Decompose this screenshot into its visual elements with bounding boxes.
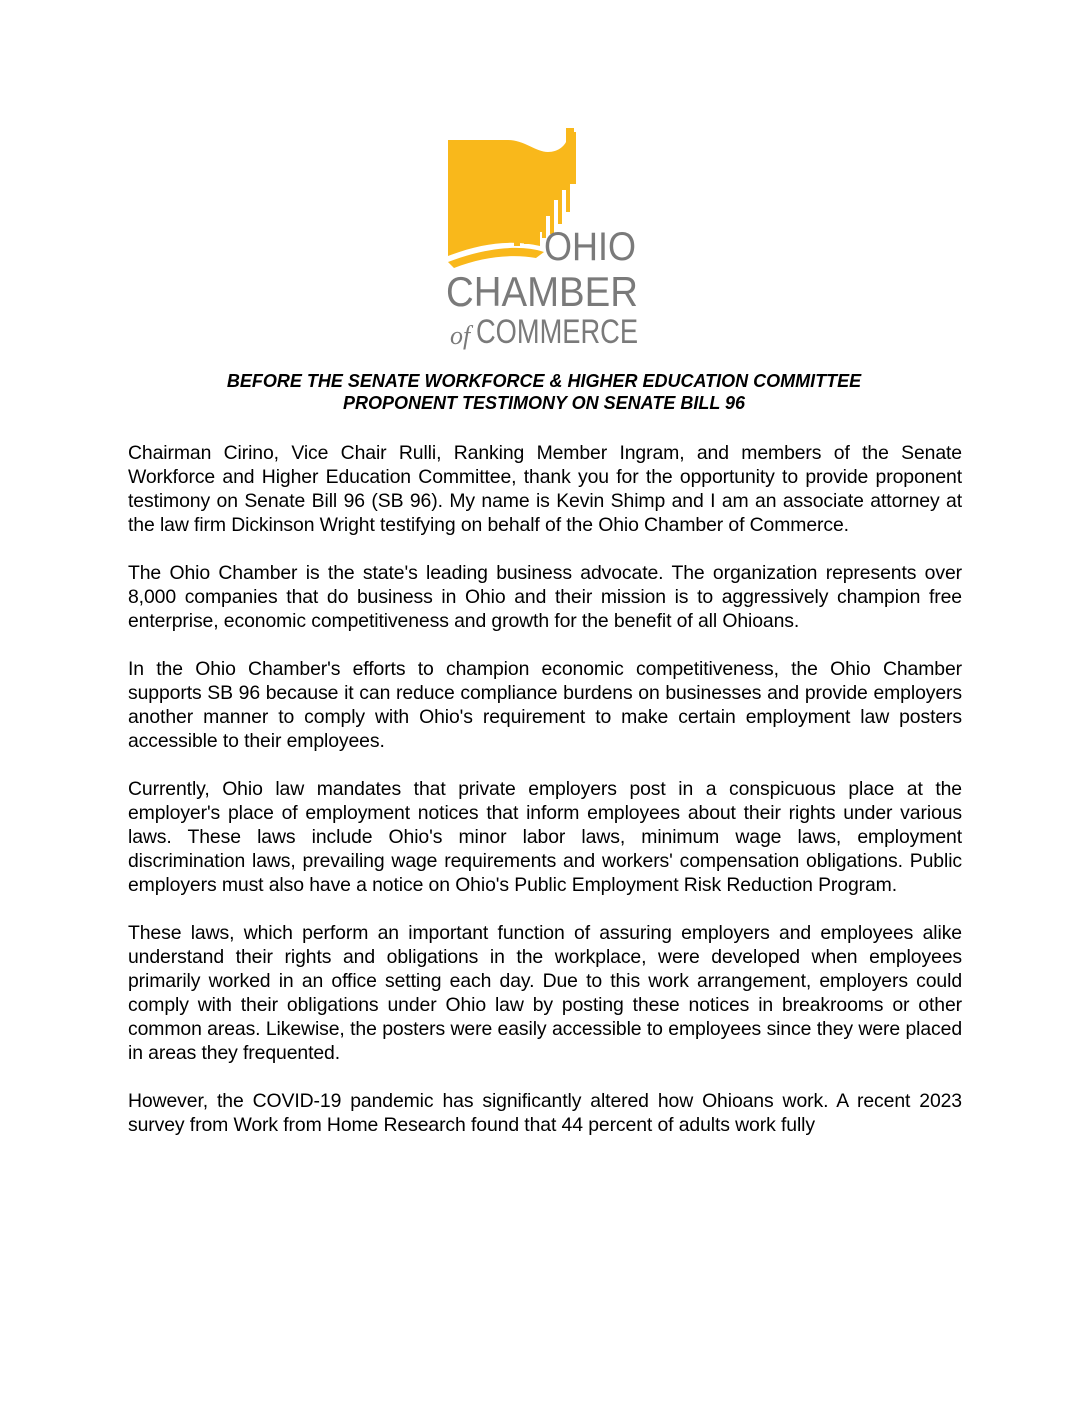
heading-line-testimony: PROPONENT TESTIMONY ON SENATE BILL 96 <box>342 393 746 413</box>
ohio-chamber-logo <box>444 126 644 351</box>
paragraph-about-chamber: The Ohio Chamber is the state's leading business advocate. The organization represents over 8,000 companies that do business in Ohio and their mission is to aggressively champion free enterprise, economic competitiveness and growth for the benefit of all Ohioans. <box>128 562 962 632</box>
testimony-body <box>128 441 962 1161</box>
testimony-heading <box>128 370 960 414</box>
logo-skyline-bar <box>558 184 562 224</box>
logo-word-of: of <box>450 321 471 350</box>
heading-line-committee: BEFORE THE SENATE WORKFORCE & HIGHER EDUCATION COMMITTEE <box>226 371 862 391</box>
paragraph-covid-impact: However, the COVID-19 pandemic has significantly altered how Ohioans work. A recent 2023 survey from Work from Home Research found that 44 percent of adults work fully <box>128 1090 962 1136</box>
logo-word-ohio: OHIO <box>544 225 636 269</box>
logo-skyline-bar <box>566 176 570 212</box>
chamber-logo-graphic <box>444 126 644 351</box>
logo-swoosh <box>448 248 544 268</box>
paragraph-support-statement: In the Ohio Chamber's efforts to champion economic competitiveness, the Ohio Chamber supports SB 96 because it can reduce compliance burdens on businesses and provide employers another manner to comply with Ohio's requirement to make certain employment law posters accessible to their employees. <box>128 658 962 752</box>
logo-skyline-bar <box>524 214 529 244</box>
paragraph-current-law: Currently, Ohio law mandates that private employers post in a conspicuous place at the employer's place of employment notices that inform employees about their rights under various laws. These laws include Ohio's minor labor laws, minimum wage laws, employment discrimination laws, prevailing wage requirements and workers' compensation obligations. Public employers must also have a notice on Ohio's Public Employment Risk Reduction Program. <box>128 778 962 896</box>
logo-word-commerce: COMMERCE <box>476 313 638 351</box>
logo-skyline-bar <box>514 208 520 246</box>
logo-word-chamber: CHAMBER <box>446 268 638 315</box>
paragraph-introduction: Chairman Cirino, Vice Chair Rulli, Ranking Member Ingram, and members of the Senate Workforce and Higher Education Committee, thank you for the opportunity to provide proponent testimony on Senate Bill 96 (SB 96). My name is Kevin Shimp and I am an associate attorney at the law firm Dickinson Wright testifying on behalf of the Ohio Chamber of Commerce. <box>128 442 962 536</box>
logo-skyline-bar <box>533 190 539 236</box>
paragraph-law-background: These laws, which perform an important function of assuring employers and employees alike understand their rights and obligations in the workplace, were developed when employees primarily worked in an office setting each day. Due to this work arrangement, employers could comply with their obligations under Ohio law by posting these notices in breakrooms or other common areas. Likewise, the posters were easily accessible to employees since they were placed in areas they frequented. <box>128 922 962 1064</box>
